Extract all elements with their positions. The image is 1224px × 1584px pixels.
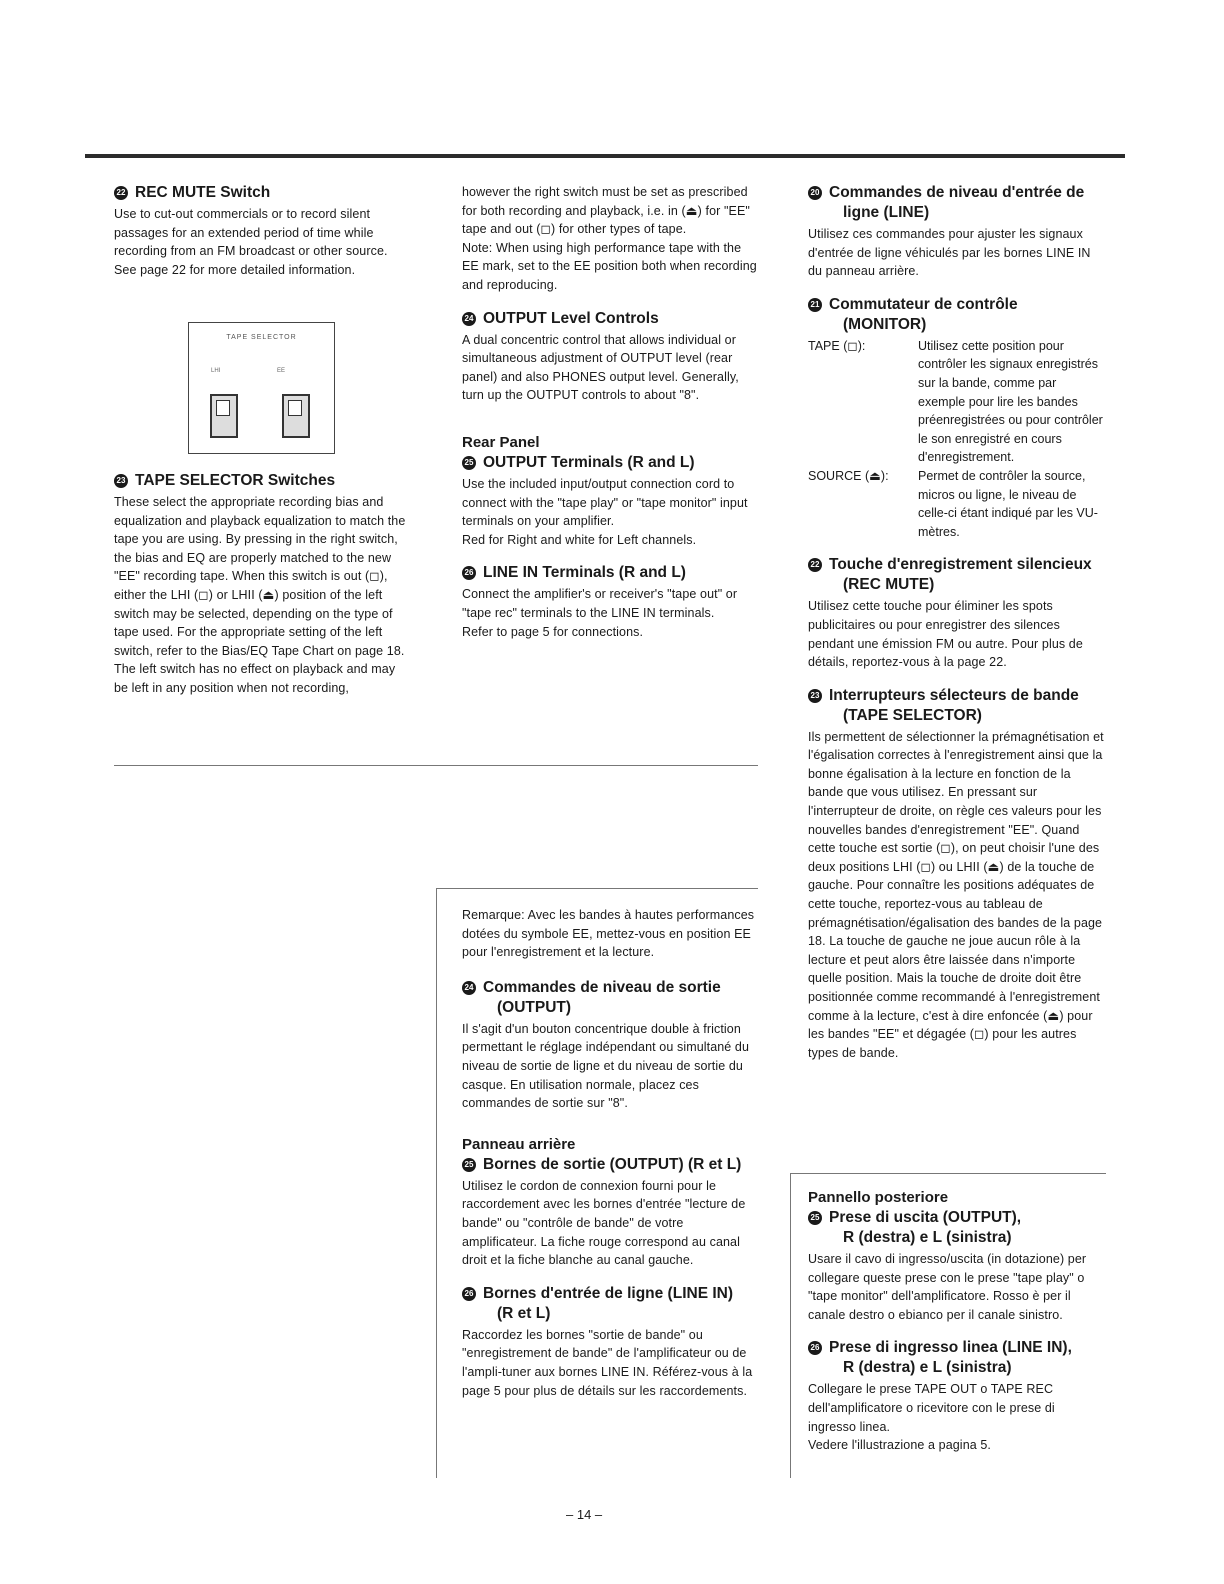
section-number-icon: 26 — [808, 1341, 822, 1355]
prese-uscita-body: Usare il cavo di ingresso/uscita (in dotazione) per collegare queste prese con le prese "tape play" o "tape monitor" dell'amplificatore. Rosso è per il canale destro o ebianco per il canale sinistro. — [808, 1252, 1087, 1322]
section-number-icon: 26 — [462, 566, 476, 580]
vertical-rule-right — [790, 1173, 791, 1478]
line-fr-body: Utilisez ces commandes pour ajuster les signaux d'entrée de ligne véhiculés par les bornes LINE IN du panneau arrière. — [808, 227, 1091, 279]
right-switch-icon — [282, 394, 310, 438]
section-number-icon: 24 — [462, 312, 476, 326]
rear-panel-heading: Rear Panel — [462, 433, 540, 451]
section-number-icon: 24 — [462, 981, 476, 995]
horizontal-rule-right — [790, 1173, 1106, 1174]
left-column — [114, 183, 412, 279]
rec-mute-fr-body: Utilisez cette touche pour éliminer les spots publicitaires ou pour enregistrer des silences pendant une émission FM ou autre. Pour plus de détails, reportez-vous à la page 22. — [808, 599, 1083, 670]
prese-ingresso-body: Collegare le prese TAPE OUT o TAPE REC dell'amplificatore o ricevitore con le prese di ingresso linea. — [808, 1382, 1055, 1434]
panneau-heading: Panneau arrière — [462, 1135, 576, 1153]
top-rule — [85, 154, 1125, 158]
tape-selector-figure — [188, 322, 335, 454]
tape-sel-fr-body: Ils permettent de sélectionner la prémagnétisation et l'égalisation correctes à l'enregistrement ainsi que la bonne égalisation à la lecture en fonction de la bande que vous utilisez. En pressant sur l'interrupteur de droite, on règle ces valeurs pour les nouvelles bandes d'enregistrement "EE". Quand cette touche est sortie (◻), on peut choisir l'une des deux positions LHI (◻) ou LHII (⏏) de la touche de gauche. Pour connaître les positions adéquates de cette touche, reportez-vous au tableau de prémagnétisation/égalisation des bandes de la page 18. La touche de gauche ne joue aucun rôle à la lecture et peut alors être laissée dans n'importe quelle position. Mais la touche de droite doit être positionnée comme recommandé à l'enregistrement comme à la lecture, c'est à dire enfoncée (⏏) pour les bandes "EE" et dégagée (◻) pour les autres types de bande. — [808, 729, 1104, 1060]
left-column-lower — [114, 471, 412, 698]
lower-right-column — [808, 1188, 1106, 1455]
page-number: – 14 – — [566, 1507, 603, 1522]
figure-right-label: EE — [277, 368, 286, 374]
rec-mute-fr-heading: 22 Touche d'enregistrement silencieux (REC MUTE) — [808, 555, 1106, 595]
section-number-icon: 25 — [808, 1211, 822, 1225]
line-in-body: Connect the amplifier's or receiver's "tape out" or "tape rec" terminals to the LINE IN terminals. — [462, 587, 738, 620]
line-in-heading: 26 LINE IN Terminals (R and L) — [462, 563, 758, 583]
section-number-icon: 22 — [114, 186, 128, 200]
prese-uscita-heading: 25 Prese di uscita (OUTPUT), R (destra) e L (sinistra) — [808, 1208, 1106, 1248]
note-text: Note: When using high performance tape with the EE mark, set to the EE position both when recording and reproducing. — [462, 240, 757, 292]
horizontal-rule-middle — [436, 888, 758, 889]
output-terminals-body: Use the included input/output connection cord to connect with the "tape play" or "tape monitor" input terminals on your amplifier. — [462, 476, 748, 529]
output-level-heading: 24 OUTPUT Level Controls — [462, 309, 758, 329]
section-number-icon: 25 — [462, 456, 476, 470]
output-level-body: A dual concentric control that allows individual or simultaneous adjustment of OUTPUT level (rear panel) and also PHONES output level. Generally, turn up the OUTPUT controls to about "8". — [462, 332, 739, 403]
pannello-heading: Pannello posteriore — [808, 1189, 949, 1206]
prese-ingresso-heading: 26 Prese di ingresso linea (LINE IN), R (destra) e L (sinistra) — [808, 1338, 1106, 1378]
section-number-icon: 26 — [462, 1287, 476, 1301]
tape-selector-continuation: however the right switch must be set as prescribed for both recording and playback, i.e. in (⏏) for "EE" tape and out (◻) for other types of tape. — [462, 185, 750, 237]
monitor-fr-heading: 21 Commutateur de contrôle (MONITOR) — [808, 295, 1106, 335]
bornes-entree-body: Raccordez les bornes "sortie de bande" ou "enregistrement de bande" de l'amplificateur ou de l'ampli-tuner aux bornes LINE IN. Référez-vous à la page 5 pour plus de détails sur les raccordements. — [462, 1327, 753, 1398]
remarque-text: Remarque: Avec les bandes à hautes performances dotées du symbole EE, mettez-vous en position EE pour l'enregistrement et la lecture. — [462, 908, 755, 960]
section-number-icon: 23 — [114, 474, 128, 488]
middle-column — [462, 183, 758, 641]
monitor-source-row: SOURCE (⏏): Permet de contrôler la source, micros ou ligne, le niveau de celle-ci étant indiqué par les VU-mètres. — [808, 468, 1098, 539]
monitor-tape-row: TAPE (◻): Utilisez cette position pour contrôler les signaux enregistrés sur la bande, comme par exemple pour lire les bandes préenregistrées ou pour contrôler le son enregistré en cours d'enregistrement. — [808, 338, 1103, 465]
line-in-body2: Refer to page 5 for connections. — [462, 624, 644, 639]
bornes-sortie-body: Utilisez le cordon de connexion fourni pour le raccordement avec les bornes d'entrée "lecture de bande" ou "contrôle de bande" de votre amplificateur. La fiche rouge correspond au canal droit et la fiche blanche au canal gauche. — [462, 1178, 746, 1268]
right-column — [808, 183, 1106, 1062]
tape-selector-heading: 23 TAPE SELECTOR Switches — [114, 471, 412, 491]
figure-title: TAPE SELECTOR — [226, 334, 297, 341]
output-fr-heading: 24 Commandes de niveau de sortie (OUTPUT) — [462, 978, 758, 1018]
section-number-icon: 23 — [808, 689, 822, 703]
rec-mute-body: Use to cut-out commercials or to record silent passages for an extended period of time while recording from an FM broadcast or other source. See page 22 for more detailed information. — [114, 207, 388, 277]
tape-selector-body: These select the appropriate recording bias and equalization and playback equalization to match the tape you are using. By pressing in the right switch, the bias and EQ are properly matched to the new "EE" recording tape. When this switch is out (◻), either the LHI (◻) or LHII (⏏) position of the left switch may be selected, depending on the type of tape used. For the appropriate setting of the left switch, refer to the Bias/EQ Tape Chart on page 18. The left switch has no effect on playback and may be left in any position when not recording, — [114, 495, 406, 695]
output-terminals-heading: 25 OUTPUT Terminals (R and L) — [462, 453, 758, 473]
figure-left-label: LHI — [211, 368, 221, 374]
line-fr-heading: 20 Commandes de niveau d'entrée de ligne (LINE) — [808, 183, 1106, 223]
horizontal-rule-left — [114, 765, 758, 766]
tape-sel-fr-heading: 23 Interrupteurs sélecteurs de bande (TAPE SELECTOR) — [808, 686, 1106, 726]
section-number-icon: 21 — [808, 298, 822, 312]
rec-mute-heading: 22 REC MUTE Switch — [114, 183, 412, 203]
left-switch-icon — [210, 394, 238, 438]
lower-middle-column — [462, 906, 758, 1400]
bornes-sortie-heading: 25 Bornes de sortie (OUTPUT) (R et L) — [462, 1155, 758, 1175]
section-number-icon: 22 — [808, 558, 822, 572]
section-number-icon: 25 — [462, 1158, 476, 1172]
prese-ingresso-body2: Vedere l'illustrazione a pagina 5. — [808, 1438, 991, 1453]
bornes-entree-heading: 26 Bornes d'entrée de ligne (LINE IN) (R et L) — [462, 1284, 758, 1324]
vertical-rule-middle — [436, 888, 437, 1478]
output-terminals-body2: Red for Right and white for Left channels. — [462, 532, 697, 547]
output-fr-body: Il s'agit d'un bouton concentrique double à friction permettant le réglage indépendant ou simultané du niveau de sortie de ligne et du niveau de sortie du casque. En utilisation normale, placez ces commandes de sortie sur "8". — [462, 1021, 750, 1111]
section-number-icon: 20 — [808, 186, 822, 200]
